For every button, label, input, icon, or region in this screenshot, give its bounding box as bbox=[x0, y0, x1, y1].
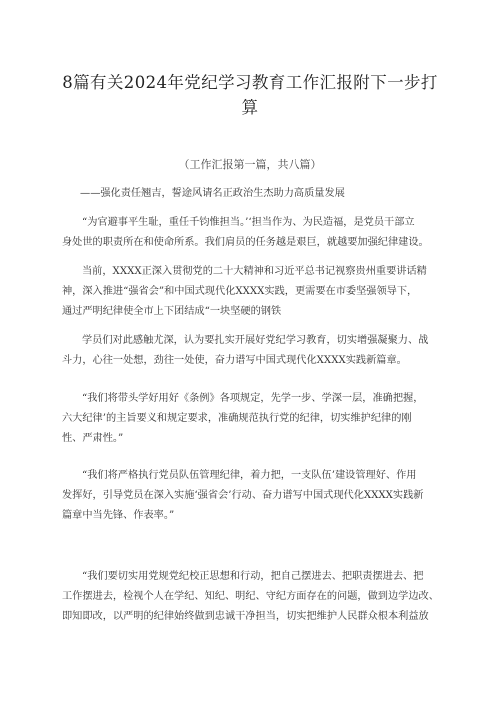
paragraph-line: 学员们对此感触尤深，认为要扎实开展好党纪学习教育，切实增强凝聚力、战 bbox=[82, 335, 429, 346]
paragraph-line: 斗力，心往一处想，劲往一处使，奋力谱写中国式现代化XXXX实践新篇章。 bbox=[62, 355, 407, 366]
paragraph-line: 身处世的职责所在和使命所系。我们肩员的任务越是艰巨，就越要加强纪律建设。 bbox=[62, 237, 429, 248]
paragraph-line: “我们将带头学好用好《条例》各项规定，先学一步、学深一层，准确把握， bbox=[82, 393, 424, 404]
paragraph-line: 性、严肃性。” bbox=[62, 433, 124, 444]
paragraph-line: 六大纪律’的主旨要义和规定要求，准确规范执行党的纪律，切实维护纪律的刚 bbox=[62, 413, 412, 424]
paragraph-line: 工作摆进去，检视个人在学纪、知纪、明纪、守纪方面存在的问题，做到边学边改、 bbox=[62, 591, 439, 602]
paragraph-line: “我们要切实用党规党纪校正思想和行动，把自己摆进去、把职责摆进去、把 bbox=[82, 571, 424, 582]
paragraph-line: 通过严明纪律使全市上下团结成“一块坚硬的钢铁 bbox=[62, 306, 282, 317]
paragraph-3 bbox=[62, 331, 442, 371]
document-subtitle: （工作汇报第一篇，共八篇） bbox=[178, 158, 322, 171]
paragraph-line: “我们将严格执行党员队伍管理纪律，着力把，一支队伍’建设管理好、作用 bbox=[82, 470, 417, 481]
paragraph-4 bbox=[62, 389, 442, 449]
paragraph-line: 篇章中当先锋、作表率。” bbox=[62, 510, 175, 521]
paragraph-line: 神，深入推进“强省会”和中国式现代化XXXX实践，更需要在市委坚强领导下， bbox=[62, 286, 418, 297]
document-title bbox=[50, 70, 450, 120]
paragraph-line: ——强化责任翘吉，誓途风请名正政治生杰助力高质量发展 bbox=[80, 188, 345, 199]
title-line-2: 算 bbox=[241, 98, 259, 117]
paragraph-1 bbox=[62, 213, 442, 253]
paragraph-line: “为官避事平生耻，重任千钧惟担当。’‘担当作为、为民造福，是党员干部立 bbox=[82, 217, 415, 228]
title-line-1: 8篇有关2024年党纪学习教育工作汇报附下一步打 bbox=[62, 73, 438, 92]
paragraph-6 bbox=[62, 567, 442, 627]
paragraph-line: 即知即改，以严明的纪律始终做到忠诚干净担当，切实把维护人民群众根本利益放 bbox=[62, 611, 429, 622]
paragraph-5 bbox=[62, 466, 442, 526]
paragraph-line: 发挥好，引导党员在深入实施‘强省会’行动、奋力谱写中国式现代化XXXX实践新 bbox=[62, 490, 424, 501]
paragraph-line: 当前，XXXX正深入贯彻党的二十大精神和习近平总书记视察贵州重要讲话精 bbox=[82, 266, 427, 277]
paragraph-0 bbox=[80, 184, 440, 204]
paragraph-2 bbox=[62, 262, 442, 322]
